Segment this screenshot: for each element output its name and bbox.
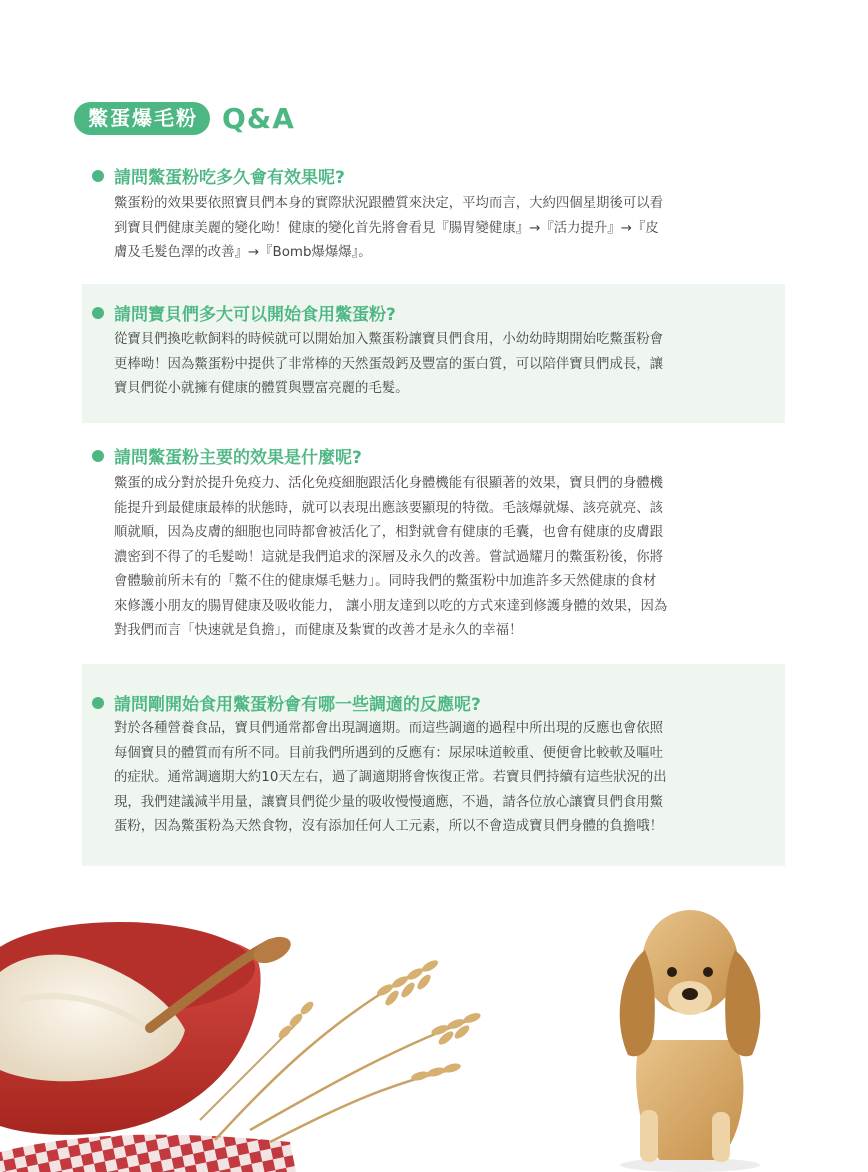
title-pill: 鱉蛋爆毛粉 bbox=[74, 102, 210, 135]
answer-line: 鱉蛋的成分對於提升免疫力、活化免疫細胞跟活化身體機能有很顯著的效果，寶貝們的身體機 bbox=[114, 476, 664, 491]
bullet-icon bbox=[92, 450, 104, 462]
answer-line: 的症狀。通常調適期大約10天左右，過了調適期將會恢復正常。若寶貝們持續有這些狀況的出 bbox=[114, 770, 667, 785]
faq-question: 請問剛開始食用鱉蛋粉會有哪一些調適的反應呢? bbox=[114, 695, 481, 715]
faq-question: 請問寶貝們多大可以開始食用鱉蛋粉? bbox=[114, 305, 396, 325]
answer-line: 會體驗前所未有的「鱉不住的健康爆毛魅力」。同時我們的鱉蛋粉中加進許多天然健康的食材 bbox=[114, 574, 657, 589]
title-qa: Q&A bbox=[222, 102, 295, 135]
bullet-icon bbox=[92, 307, 104, 319]
faq-item-3 bbox=[82, 430, 785, 658]
faq-answer bbox=[114, 192, 774, 266]
faq-answer bbox=[114, 472, 774, 644]
faq-question: 請問鱉蛋粉主要的效果是什麼呢? bbox=[114, 448, 362, 468]
answer-line: 每個寶貝的體質而有所不同。目前我們所遇到的反應有：尿尿味道較重、便便會比較軟及嘔吐 bbox=[114, 745, 664, 761]
answer-line: 順就順，因為皮膚的細胞也同時都會被活化了，相對就會有健康的毛囊，也會有健康的皮膚跟 bbox=[114, 525, 664, 540]
answer-line: 現，我們建議減半用量，讓寶貝們從少量的吸收慢慢適應，不過，請各位放心讓寶貝們食用鱉 bbox=[114, 794, 664, 810]
faq-item-2 bbox=[82, 284, 785, 423]
puppy-icon bbox=[620, 910, 761, 1172]
faq-answer bbox=[114, 717, 774, 840]
faq-question-row bbox=[92, 163, 345, 188]
bottom-illustration bbox=[0, 880, 868, 1172]
page-header bbox=[74, 102, 295, 135]
answer-line: 蛋粉，因為鱉蛋粉為天然食物，沒有添加任何人工元素，所以不會造成寶貝們身體的負擔哦！ bbox=[114, 819, 664, 834]
faq-answer bbox=[114, 328, 774, 402]
answer-line: 濃密到不得了的毛髮呦！這就是我們追求的深層及永久的改善。嘗試過耀月的鱉蛋粉後，你將 bbox=[114, 549, 664, 565]
faq-question-row bbox=[92, 690, 481, 715]
answer-line: 能提升到最健康最棒的狀態時，就可以表現出應該要顯現的特徵。毛該爆就爆、該亮就亮、該 bbox=[114, 500, 664, 516]
answer-line: 膚及毛髮色澤的改善』→『Bomb爆爆爆』。 bbox=[114, 245, 372, 260]
checkered-cloth-icon bbox=[0, 1135, 296, 1172]
faq-item-1 bbox=[82, 150, 785, 280]
bullet-icon bbox=[92, 697, 104, 709]
faq-question: 請問鱉蛋粉吃多久會有效果呢? bbox=[114, 168, 345, 188]
faq-question-row bbox=[92, 300, 396, 325]
answer-line: 到寶貝們健康美麗的變化呦！健康的變化首先將會看見『腸胃變健康』→『活力提升』→『皮 bbox=[114, 220, 659, 236]
powder-bowl-icon bbox=[0, 922, 261, 1135]
answer-line: 更棒呦！因為鱉蛋粉中提供了非常棒的天然蛋殼鈣及豐富的蛋白質，可以陪伴寶貝們成長，讓 bbox=[114, 356, 664, 372]
answer-line: 對於各種營養食品，寶貝們通常都會出現調適期。而這些調適的過程中所出現的反應也會依照 bbox=[114, 721, 664, 736]
faq-question-row bbox=[92, 443, 362, 468]
answer-line: 來修護小朋友的腸胃健康及吸收能力， 讓小朋友達到以吃的方式來達到修護身體的效果，因為 bbox=[114, 598, 668, 614]
answer-line: 對我們而言「快速就是負擔」，而健康及紮實的改善才是永久的幸福！ bbox=[114, 623, 523, 638]
answer-line: 寶貝們從小就擁有健康的體質與豐富亮麗的毛髮。 bbox=[114, 381, 409, 396]
bullet-icon bbox=[92, 170, 104, 182]
answer-line: 鱉蛋粉的效果要依照寶貝們本身的實際狀況跟體質來決定，平均而言，大約四個星期後可以看 bbox=[114, 196, 664, 211]
answer-line: 從寶貝們換吃軟飼料的時候就可以開始加入鱉蛋粉讓寶貝們食用，小幼幼時期開始吃鱉蛋粉會 bbox=[114, 332, 664, 347]
faq-item-4 bbox=[82, 664, 785, 866]
